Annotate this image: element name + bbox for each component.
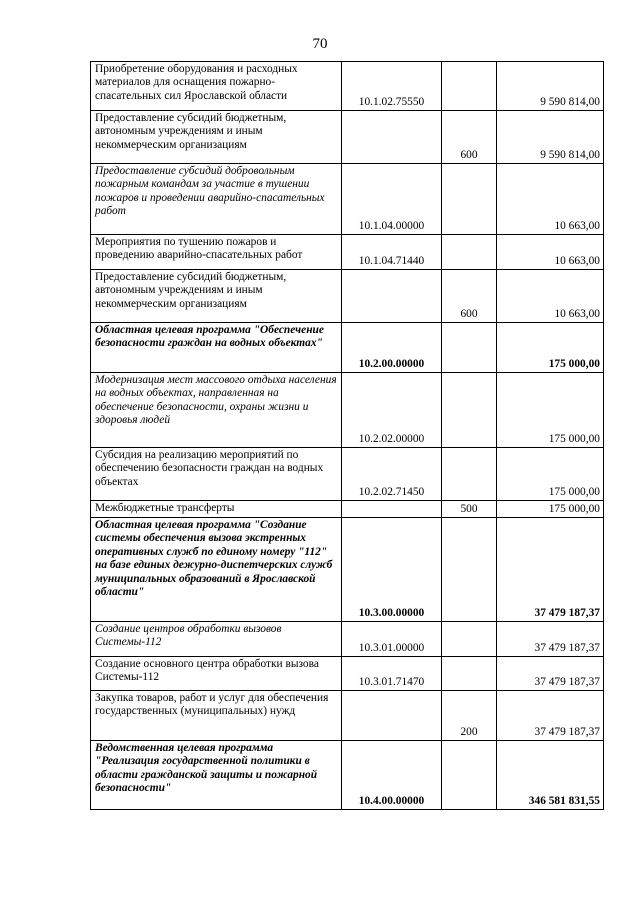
row-sum: 175 000,00 — [497, 448, 604, 501]
row-code — [342, 691, 442, 741]
row-code: 10.1.02.75550 — [342, 62, 442, 111]
budget-table — [90, 61, 604, 810]
row-expense-type — [442, 448, 497, 501]
table-row — [91, 518, 604, 622]
row-expense-type: 600 — [442, 270, 497, 323]
row-code — [342, 501, 442, 518]
row-name: Создание центров обработки вызовов Системы-112 — [91, 622, 342, 657]
row-expense-type: 200 — [442, 691, 497, 741]
row-code: 10.4.00.00000 — [342, 741, 442, 810]
row-sum: 175 000,00 — [497, 373, 604, 448]
row-name: Предоставление субсидий бюджетным, автономным учреждениям и иным некоммерческим организациям — [91, 111, 342, 164]
row-sum: 9 590 814,00 — [497, 111, 604, 164]
row-sum: 37 479 187,37 — [497, 518, 604, 622]
row-name: Создание основного центра обработки вызова Системы-112 — [91, 657, 342, 691]
table-row — [91, 741, 604, 810]
row-name: Областная целевая программа "Создание системы обеспечения вызова экстренных оперативных служб по единому номеру "112" на базе единых дежурно-диспетчерских служб муниципальных образований в Ярославской области" — [91, 518, 342, 622]
row-expense-type — [442, 235, 497, 270]
table-row — [91, 235, 604, 270]
row-expense-type — [442, 164, 497, 235]
table-row — [91, 62, 604, 111]
row-name: Закупка товаров, работ и услуг для обеспечения государственных (муниципальных) нужд — [91, 691, 342, 741]
row-name: Областная целевая программа "Обеспечение безопасности граждан на водных объектах" — [91, 323, 342, 373]
row-sum: 346 581 831,55 — [497, 741, 604, 810]
row-sum: 175 000,00 — [497, 323, 604, 373]
row-sum: 37 479 187,37 — [497, 691, 604, 741]
page-number: 70 — [312, 36, 328, 52]
row-expense-type: 600 — [442, 111, 497, 164]
row-name: Ведомственная целевая программа "Реализация государственной политики в области гражданской защиты и пожарной безопасности" — [91, 741, 342, 810]
row-code: 10.2.02.00000 — [342, 373, 442, 448]
row-expense-type — [442, 323, 497, 373]
table-row — [91, 164, 604, 235]
row-name: Предоставление субсидий добровольным пожарным командам за участие в тушении пожаров и проведении аварийно-спасательных работ — [91, 164, 342, 235]
table-row — [91, 501, 604, 518]
table-row — [91, 691, 604, 741]
row-name: Модернизация мест массового отдыха населения на водных объектах, направленная на обеспечение безопасности, охраны жизни и здоровья людей — [91, 373, 342, 448]
row-name: Приобретение оборудования и расходных материалов для оснащения пожарно-спасательных сил Ярославской области — [91, 62, 342, 111]
table-row — [91, 270, 604, 323]
row-expense-type — [442, 657, 497, 691]
row-expense-type — [442, 62, 497, 111]
table-row — [91, 111, 604, 164]
table-row — [91, 448, 604, 501]
row-sum: 175 000,00 — [497, 501, 604, 518]
table-row — [91, 323, 604, 373]
row-name: Межбюджетные трансферты — [91, 501, 342, 518]
row-code: 10.1.04.71440 — [342, 235, 442, 270]
table-row — [91, 657, 604, 691]
row-code: 10.2.00.00000 — [342, 323, 442, 373]
row-sum: 10 663,00 — [497, 164, 604, 235]
table-row — [91, 622, 604, 657]
row-code: 10.3.01.71470 — [342, 657, 442, 691]
row-name: Мероприятия по тушению пожаров и проведению аварийно-спасательных работ — [91, 235, 342, 270]
row-sum: 37 479 187,37 — [497, 622, 604, 657]
row-name: Субсидия на реализацию мероприятий по обеспечению безопасности граждан на водных объектах — [91, 448, 342, 501]
row-code: 10.2.02.71450 — [342, 448, 442, 501]
row-code: 10.3.00.00000 — [342, 518, 442, 622]
row-sum: 10 663,00 — [497, 235, 604, 270]
table-row — [91, 373, 604, 448]
row-expense-type — [442, 373, 497, 448]
row-code: 10.3.01.00000 — [342, 622, 442, 657]
row-name: Предоставление субсидий бюджетным, автономным учреждениям и иным некоммерческим организациям — [91, 270, 342, 323]
row-expense-type — [442, 518, 497, 622]
row-code: 10.1.04.00000 — [342, 164, 442, 235]
row-expense-type — [442, 622, 497, 657]
row-expense-type: 500 — [442, 501, 497, 518]
row-code — [342, 111, 442, 164]
row-sum: 37 479 187,37 — [497, 657, 604, 691]
row-sum: 9 590 814,00 — [497, 62, 604, 111]
row-sum: 10 663,00 — [497, 270, 604, 323]
row-expense-type — [442, 741, 497, 810]
row-code — [342, 270, 442, 323]
